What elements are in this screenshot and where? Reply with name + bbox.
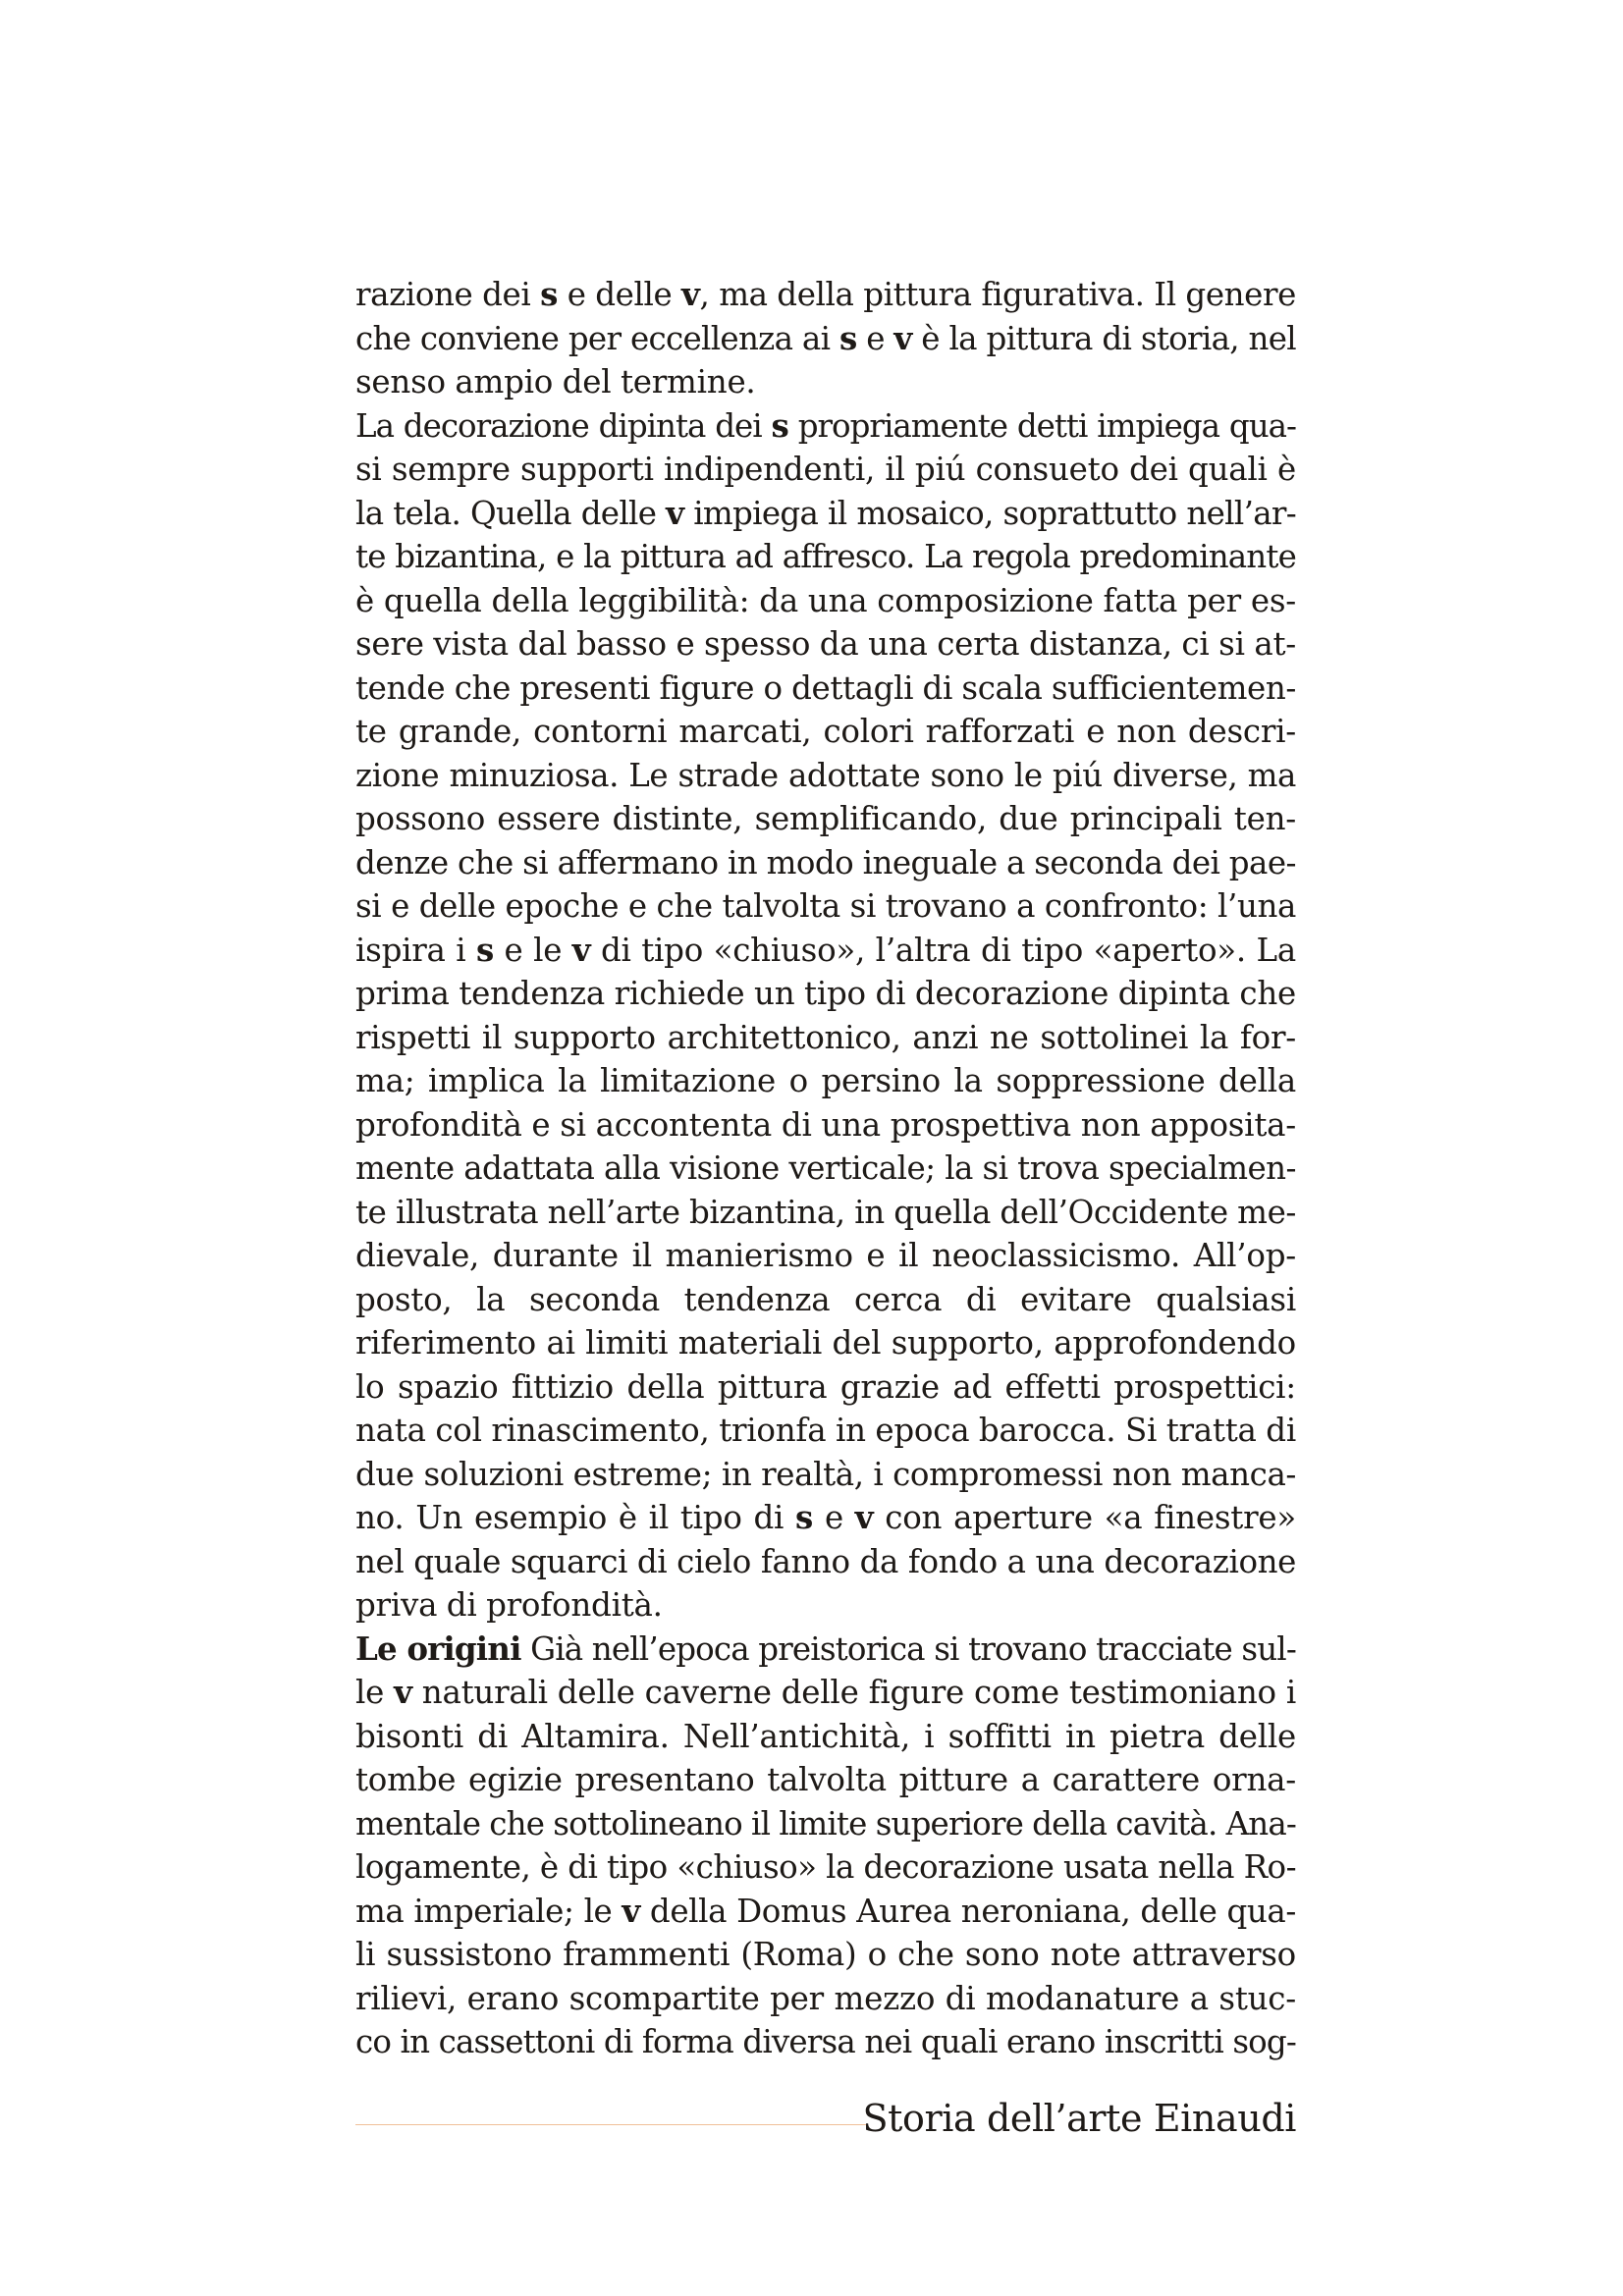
bold-term: s [771, 405, 788, 445]
text-run: te illustrata nell’arte bizantina, in quella dell’Occidente me- [355, 1193, 1296, 1231]
text-run: tende che presenti figure o dettagli di scala sufficientemen- [355, 668, 1296, 707]
text-run: , ma della pittura figurativa. Il genere [699, 276, 1296, 313]
text-line [355, 1933, 1296, 1977]
text-run: e [813, 1499, 855, 1536]
text-line [355, 1845, 1296, 1890]
text-line [355, 492, 1296, 536]
text-run: ma imperiale; le [355, 1892, 622, 1930]
text-run: riferimento ai limiti materiali del supporto, approfondendo [355, 1324, 1296, 1362]
bold-term: v [394, 1673, 412, 1711]
text-run: La decorazione dipinta dei [355, 406, 772, 445]
text-run: senso ampio del termine. [355, 363, 756, 400]
text-run: posto, la seconda tendenza cerca di evitare qualsiasi [355, 1280, 1296, 1318]
text-run: è quella della leggibilità: da una composizione fatta per es- [355, 581, 1296, 619]
text-run: priva di profondità. [355, 1586, 663, 1624]
text-run: rilievi, erano scompartite per mezzo di modanature a stuc- [355, 1979, 1296, 2017]
text-run: te grande, contorni marcati, colori rafforzati e non descri- [355, 713, 1296, 750]
footer-rule [355, 2124, 866, 2125]
bold-term: v [571, 930, 591, 969]
bold-term: v [666, 493, 684, 532]
text-line [355, 1191, 1296, 1235]
text-line [355, 535, 1296, 579]
text-run: con aperture «a finestre» [873, 1499, 1296, 1536]
text-run: e [856, 319, 894, 357]
page-footer [355, 2091, 1296, 2150]
text-run: propriamente detti impiega qua- [787, 406, 1297, 445]
body-text [355, 273, 1296, 2064]
text-line [355, 1540, 1296, 1584]
bold-term: s [839, 318, 857, 357]
text-line [355, 1977, 1296, 2021]
text-line [355, 1016, 1296, 1060]
text-run: dievale, durante il manierismo e il neoclassicismo. All’op- [355, 1237, 1296, 1274]
text-line [355, 1802, 1296, 1846]
text-run: sere vista dal basso e spesso da una certa distanza, ci si at- [355, 625, 1296, 663]
text-run: te bizantina, e la pittura ad affresco. La regola predominante [355, 538, 1296, 575]
text-run: li sussistono frammenti (Roma) o che sono note attraverso [355, 1936, 1296, 1973]
text-line [355, 317, 1296, 361]
text-run: lo spazio fittizio della pittura grazie ad effetti prospettici: [355, 1367, 1296, 1406]
text-run: mentale che sottolineano il limite superiore della cavità. Ana- [355, 1804, 1296, 1842]
bold-term: s [475, 930, 494, 969]
text-run: impiega il mosaico, soprattutto nell’ar- [683, 494, 1296, 532]
text-line [355, 404, 1296, 449]
text-line [355, 1321, 1296, 1365]
text-run: nel quale squarci di cielo fanno da fondo a una decorazione [355, 1542, 1296, 1580]
text-line [355, 1103, 1296, 1148]
text-line [355, 797, 1296, 841]
text-run: si e delle epoche e che talvolta si trovano a confronto: l’una [355, 887, 1296, 925]
text-line [355, 360, 1296, 404]
text-run: logamente, è di tipo «chiuso» la decorazione usata nella Ro- [355, 1848, 1296, 1886]
text-run: no. Un esempio è il tipo di [355, 1499, 796, 1536]
text-run: e le [494, 931, 572, 969]
text-run: è la pittura di storia, nel [911, 319, 1296, 357]
text-line [355, 579, 1296, 623]
text-run: le [355, 1674, 395, 1711]
text-line [355, 448, 1296, 492]
text-run: della Domus Aurea neroniana, delle qua- [639, 1892, 1296, 1930]
text-run: rispetti il supporto architettonico, anzi ne sottolinei la for- [355, 1018, 1296, 1056]
text-run: profondità e si accontenta di una prospettiva non apposita- [355, 1105, 1296, 1144]
text-line [355, 754, 1296, 798]
text-line [355, 1758, 1296, 1802]
text-run: tombe egizie presentano talvolta pitture a carattere orna- [355, 1761, 1296, 1798]
text-line [355, 667, 1296, 711]
text-run: naturali delle caverne delle figure come testimoniano i [411, 1674, 1296, 1711]
bold-term: v [622, 1891, 640, 1930]
text-line [355, 710, 1296, 754]
text-run: Già nell’epoca preistorica si trovano tracciate sul- [520, 1629, 1296, 1668]
bold-term: s [795, 1498, 814, 1536]
text-run: che conviene per eccellenza ai [355, 319, 839, 357]
text-line [355, 1147, 1296, 1191]
text-run: si sempre supporti indipendenti, il piú consueto dei quali è [355, 451, 1296, 488]
text-run: ma; implica la limitazione o persino la soppressione della [355, 1062, 1296, 1099]
text-run: co in cassettoni di forma diversa nei quali erano inscritti sog- [355, 2023, 1296, 2060]
text-run: ispira i [355, 931, 476, 969]
bold-term: Le origini [355, 1629, 521, 1668]
bold-term: v [893, 318, 912, 357]
text-line [355, 1278, 1296, 1322]
text-line [355, 972, 1296, 1016]
text-run: possono essere distinte, semplificando, due principali ten- [355, 800, 1296, 837]
text-run: due soluzioni estreme; in realtà, i compromessi non manca- [355, 1455, 1296, 1493]
text-run: la tela. Quella delle [355, 494, 667, 532]
text-line [355, 273, 1296, 317]
text-run: e delle [557, 276, 682, 313]
text-line [355, 884, 1296, 929]
text-line [355, 2020, 1296, 2064]
text-line [355, 1059, 1296, 1103]
text-run: denze che si affermano in modo ineguale a seconda dei pae- [355, 843, 1296, 881]
bold-term: s [540, 275, 558, 313]
text-line [355, 1671, 1296, 1715]
text-line [355, 1583, 1296, 1628]
text-line [355, 1365, 1296, 1410]
text-line [355, 1715, 1296, 1759]
text-run: nata col rinascimento, trionfa in epoca barocca. Si tratta di [355, 1412, 1296, 1449]
text-line [355, 1890, 1296, 1934]
text-run: bisonti di Altamira. Nell’antichità, i soffitti in pietra delle [355, 1717, 1296, 1755]
text-line [355, 1496, 1296, 1540]
bold-term: v [854, 1498, 874, 1536]
text-run: mente adattata alla visione verticale; la si trova specialmen- [355, 1149, 1296, 1187]
text-line [355, 622, 1296, 667]
text-line [355, 929, 1296, 973]
text-run: di tipo «chiuso», l’altra di tipo «aperto». La [590, 931, 1296, 969]
text-line [355, 1234, 1296, 1278]
text-run: razione dei [355, 276, 541, 313]
bold-term: v [681, 275, 700, 313]
text-run: prima tendenza richiede un tipo di decorazione dipinta che [355, 975, 1296, 1012]
text-run: zione minuziosa. Le strade adottate sono le piú diverse, ma [355, 756, 1296, 794]
text-line [355, 1409, 1296, 1453]
text-line [355, 1453, 1296, 1497]
text-line [355, 1628, 1296, 1672]
text-line [355, 841, 1296, 885]
footer-title: Storia dell’arte Einaudi [862, 2097, 1296, 2140]
